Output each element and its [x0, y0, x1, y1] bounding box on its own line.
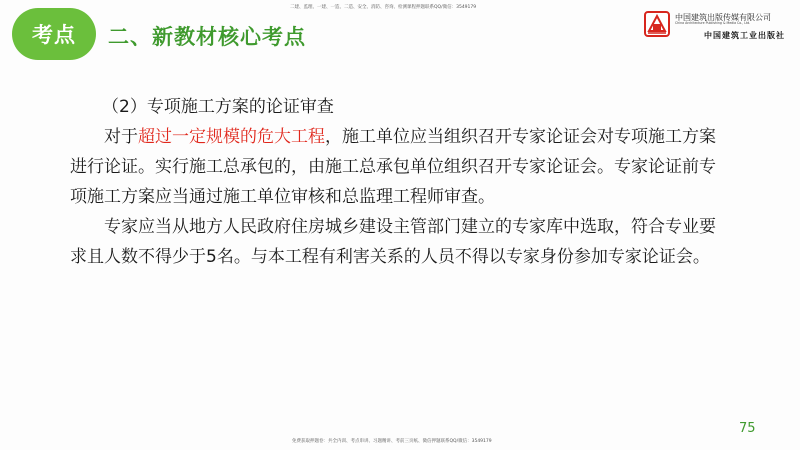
publisher-name-en: China Architecture Publishing & Media Co., Ltd. — [675, 21, 751, 25]
paragraph-1 — [70, 122, 730, 212]
paragraph-1-prefix: 对于 — [104, 127, 138, 147]
paragraph-1-suffix: ，施工单位应当组织召开专家论证会对专项施工方案进行论证。实行施工总承包的，由施工总承包单位组织召开专家论证会。专家论证前专项施工方案应当通过施工单位审核和总监理工程师审查。 — [70, 127, 716, 207]
publisher-logo — [644, 11, 796, 39]
highlighted-term: 超过一定规模的危大工程 — [138, 127, 325, 147]
subsection-heading: （2）专项施工方案的论证审查 — [102, 97, 334, 117]
bottom-watermark-note: 免费获取押题卷：共全内训、考点串讲、习题精讲、考前三页纸、微信押题联系QQ/微信：3549179 — [292, 439, 492, 444]
publisher-name-cn: 中国建筑出版传媒有限公司 — [675, 13, 771, 22]
badge-label: 考点 — [32, 23, 76, 47]
publisher-calligraphy-name: 中国建筑工业出版社 — [704, 30, 785, 40]
publisher-logo-icon — [644, 11, 670, 37]
main-content — [70, 92, 730, 272]
page-number: 75 — [739, 421, 756, 436]
section-title: 二、新教材核心考点 — [108, 25, 306, 49]
paragraph-2: 专家应当从地方人民政府住房城乡建设主管部门建立的专家库中选取，符合专业要求且人数不得少于5名。与本工程有利害关系的人员不得以专家身份参加专家论证会。 — [70, 217, 716, 267]
topic-badge — [12, 8, 96, 60]
top-watermark-note: 二建、监理、一建、一造、二造、安全、消防、咨询、检测课程押题联系QQ/微信：3549179 — [290, 5, 477, 10]
